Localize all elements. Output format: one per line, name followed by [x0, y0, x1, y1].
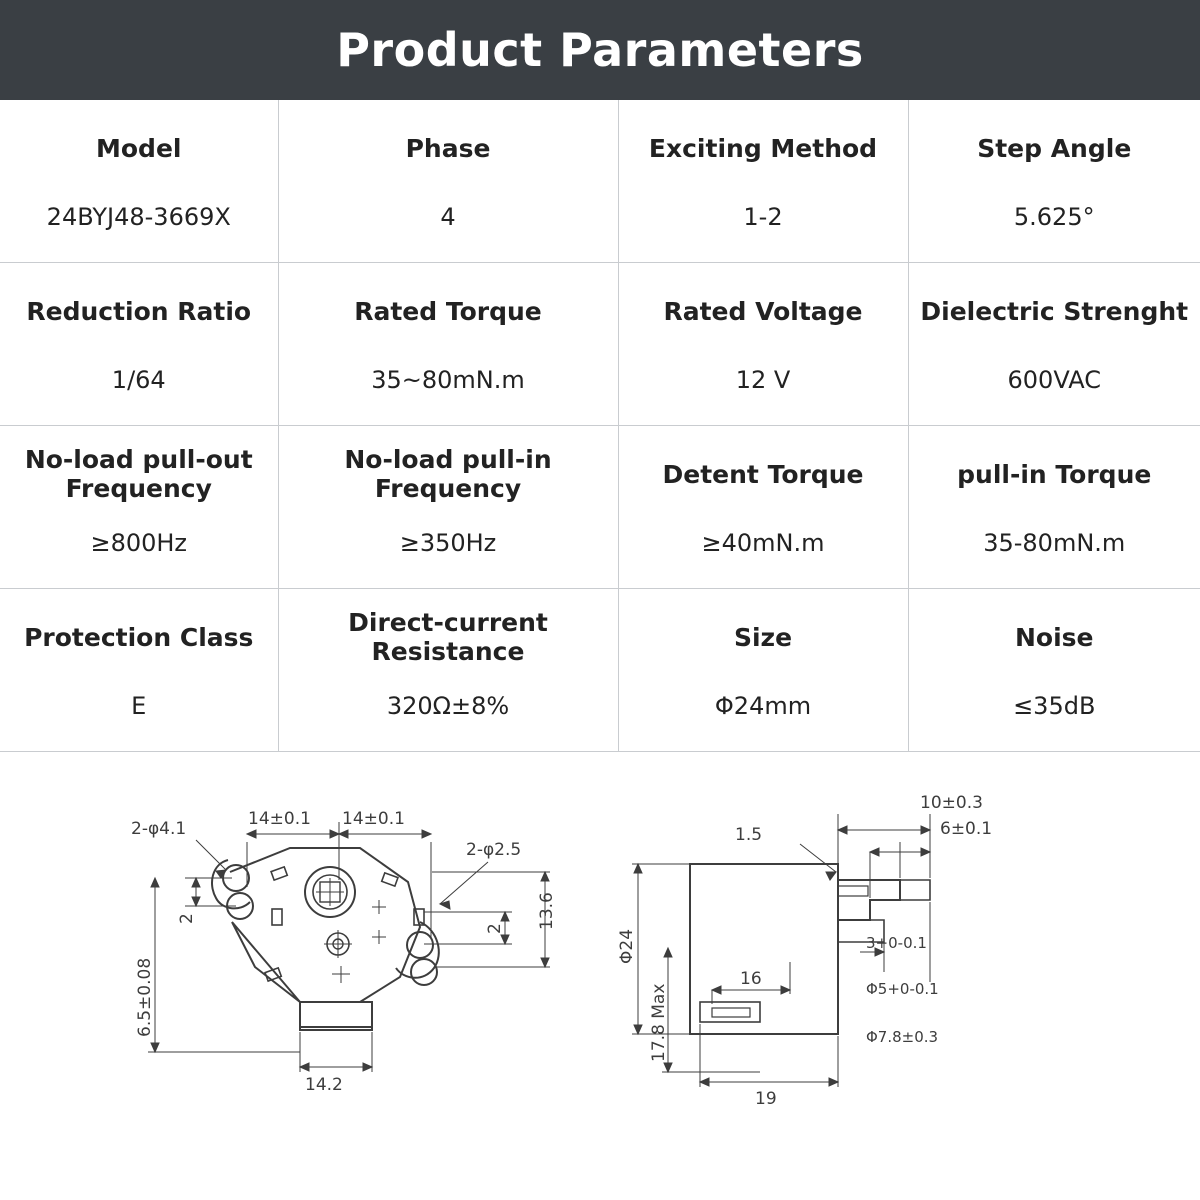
param-value: 1-2 — [618, 186, 908, 263]
param-label: Detent Torque — [618, 426, 908, 513]
dim-1-5: 1.5 — [735, 825, 763, 845]
param-value: 4 — [278, 186, 618, 263]
table-row — [0, 186, 1200, 263]
dim-2-right: 2 — [485, 923, 505, 934]
param-label: Reduction Ratio — [0, 263, 278, 350]
side-view-drawing — [617, 793, 992, 1109]
table-row — [0, 675, 1200, 752]
param-label: Protection Class — [0, 589, 278, 676]
dim-6: 6±0.1 — [940, 819, 993, 839]
param-label: No-load pull-out Frequency — [0, 426, 278, 513]
param-value: 12 V — [618, 349, 908, 426]
param-label: No-load pull-in Frequency — [278, 426, 618, 513]
param-value: ≤35dB — [908, 675, 1200, 752]
dim-2-left: 2 — [177, 913, 197, 924]
dim-14-left: 14±0.1 — [248, 809, 311, 829]
param-value: 1/64 — [0, 349, 278, 426]
param-label: Exciting Method — [618, 100, 908, 186]
param-value: ≥350Hz — [278, 512, 618, 589]
dim-2-phi25: 2-φ2.5 — [466, 840, 522, 860]
table-row — [0, 349, 1200, 426]
param-label: Rated Voltage — [618, 263, 908, 350]
dim-phi24: Φ24 — [617, 928, 637, 964]
param-value: 5.625° — [908, 186, 1200, 263]
param-value: E — [0, 675, 278, 752]
param-value: 35~80mN.m — [278, 349, 618, 426]
param-label: Dielectric Strenght — [920, 296, 1189, 326]
technical-drawings — [0, 752, 1200, 1200]
param-value: Φ24mm — [618, 675, 908, 752]
dim-10: 10±0.3 — [920, 793, 983, 813]
dim-14-2: 14.2 — [305, 1075, 343, 1095]
param-value: ≥800Hz — [0, 512, 278, 589]
table-row — [0, 589, 1200, 676]
dim-phi5-tol: Φ5+0-0.1 — [866, 980, 939, 998]
param-value: 24BYJ48-3669X — [0, 186, 278, 263]
param-label: Step Angle — [977, 133, 1132, 163]
page-header — [0, 0, 1200, 100]
front-view-drawing — [131, 809, 557, 1095]
dim-2-phi41: 2-φ4.1 — [131, 819, 187, 839]
dim-3-tol: 3+0-0.1 — [866, 934, 927, 952]
drawings-svg — [0, 752, 1200, 1109]
table-row — [0, 426, 1200, 513]
dim-14-right: 14±0.1 — [342, 809, 405, 829]
dim-13-6: 13.6 — [537, 892, 557, 930]
param-label: Model — [0, 100, 278, 186]
param-value: ≥40mN.m — [618, 512, 908, 589]
dim-17-8-max: 17.8 Max — [649, 983, 669, 1062]
param-value: 600VAC — [908, 349, 1200, 426]
param-label: Phase — [278, 100, 618, 186]
param-label: pull-in Torque — [957, 459, 1152, 489]
param-label: Noise — [1014, 622, 1094, 652]
parameters-table — [0, 100, 1200, 752]
param-value: 35-80mN.m — [908, 512, 1200, 589]
dim-16: 16 — [740, 969, 762, 989]
table-row — [0, 512, 1200, 589]
dim-6-5: 6.5±0.08 — [135, 957, 155, 1037]
page-title: Product Parameters — [336, 23, 864, 77]
table-row — [0, 263, 1200, 350]
table-row — [0, 100, 1200, 186]
param-label: Size — [618, 589, 908, 676]
param-label: Rated Torque — [278, 263, 618, 350]
dim-phi7-8: Φ7.8±0.3 — [866, 1028, 939, 1046]
param-label: Direct-current Resistance — [278, 589, 618, 676]
dim-19: 19 — [755, 1089, 777, 1109]
param-value: 320Ω±8% — [278, 675, 618, 752]
